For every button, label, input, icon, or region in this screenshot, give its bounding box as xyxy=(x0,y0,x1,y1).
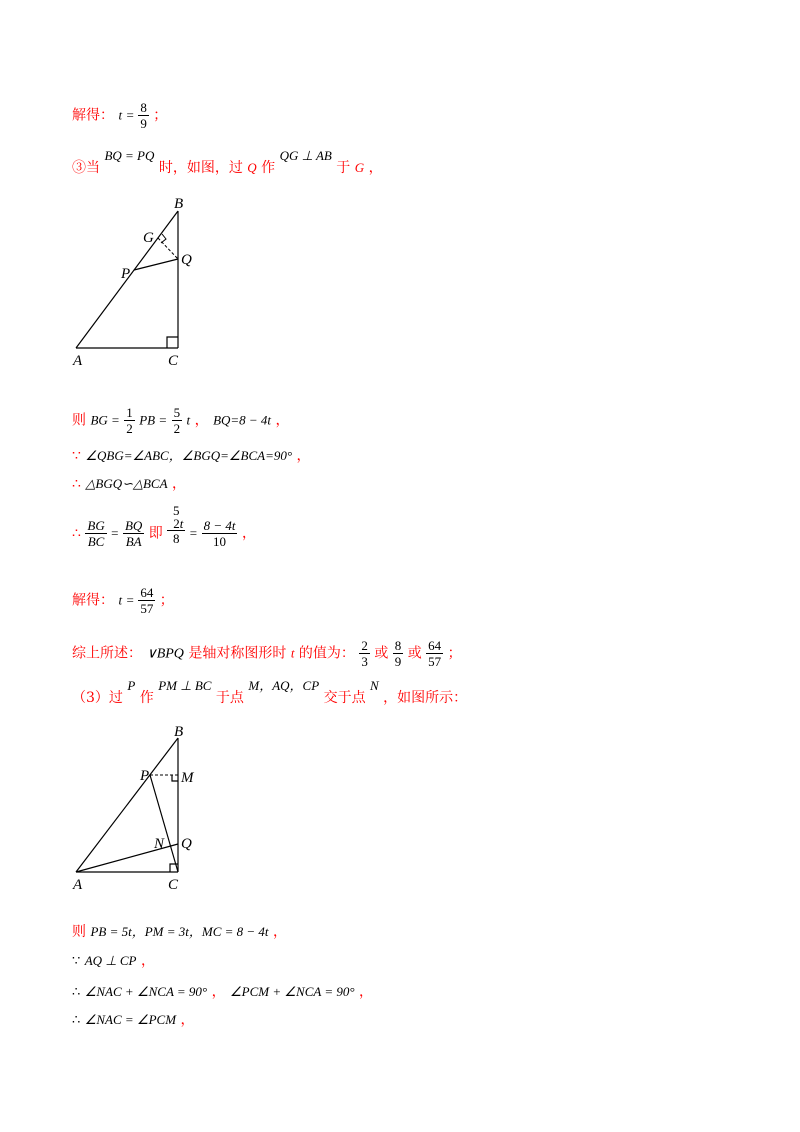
yu-dian: 于点 xyxy=(215,690,244,706)
summary-text-2: 的值为： xyxy=(298,645,355,662)
label-p: P xyxy=(121,266,131,282)
segment-gq xyxy=(158,238,178,259)
segment-pc xyxy=(150,775,178,872)
label-c: C xyxy=(168,877,179,893)
comma: ， xyxy=(275,412,290,429)
angle-equalities: ∠QBG=∠ABC，∠BGQ=∠BCA=90° xyxy=(85,448,293,463)
fraction-2-3: $\frac{2}{3}$ xyxy=(361,638,368,669)
angle-equal-line xyxy=(72,1010,195,1030)
then-lengths-line xyxy=(72,922,287,942)
part3-line xyxy=(72,678,468,708)
sep: ， xyxy=(194,412,209,429)
equals: = xyxy=(189,525,198,541)
angle-nac-pcm: ∠NAC = ∠PCM xyxy=(84,1012,177,1027)
similar-triangles: △BGQ∽△BCA xyxy=(85,476,168,491)
label-a: A xyxy=(73,877,83,893)
because-angles-line xyxy=(72,446,311,466)
therefore-symbol: ∴ xyxy=(72,1012,81,1027)
angle-sum-2: ∠PCM + ∠NCA = 90° xyxy=(230,984,355,999)
triangle-bpq: ∨BPQ xyxy=(146,646,184,662)
label-a: A xyxy=(73,353,83,369)
var-t: t xyxy=(290,645,295,661)
jiao-yu-dian: 交于点 xyxy=(323,690,366,706)
label-b: B xyxy=(174,196,184,212)
zuo: 作 xyxy=(139,690,154,706)
fraction-compound: 5 2t 8 xyxy=(167,504,185,546)
comma: ， xyxy=(241,525,256,542)
length-expressions: PB = 5t，PM = 3t，MC = 8 − 4t xyxy=(90,924,269,939)
pb-eq: PB = xyxy=(139,412,168,428)
fraction-five-half: $\frac{5}{2}$ xyxy=(173,405,181,436)
angle-sum-line xyxy=(72,982,373,1002)
comma: ， xyxy=(296,448,311,464)
fraction-8-4t-10: $\frac{8 - 4t}{10}$ xyxy=(203,518,236,549)
point-q: Q xyxy=(247,160,257,175)
label-p: P xyxy=(140,768,150,784)
then-bg-line xyxy=(72,405,290,436)
var-t: t xyxy=(118,107,123,123)
label-n: N xyxy=(154,836,165,852)
solve-line-2 xyxy=(72,585,174,616)
semicolon: ； xyxy=(159,592,174,609)
solve-label: 解得： xyxy=(72,107,114,124)
semicolon: ； xyxy=(447,645,462,662)
zuo: 作 xyxy=(261,160,276,176)
comma: ， xyxy=(180,1012,195,1028)
label-g: G xyxy=(143,230,154,246)
or-2: 或 xyxy=(407,645,422,662)
triangle-figure-1 xyxy=(60,190,220,370)
cond-bq-pq: BQ = PQ xyxy=(104,148,155,163)
yu: 于 xyxy=(336,160,351,176)
fraction-half: $\frac{1}{2}$ xyxy=(126,405,133,436)
var-t: t xyxy=(118,592,123,608)
summary-label: 综上所述： xyxy=(72,645,142,662)
summary-line xyxy=(72,638,462,669)
point-p: P xyxy=(127,678,136,693)
therefore-symbol: ∴ xyxy=(72,476,81,492)
label-c: C xyxy=(168,353,179,369)
summary-text: 是轴对称图形时 xyxy=(188,645,287,662)
var-t: t xyxy=(186,412,191,428)
right-angle-c xyxy=(167,337,178,348)
because-perp-line xyxy=(72,951,155,971)
perp-pm-bc: PM ⊥ BC xyxy=(158,678,212,693)
comma: ， xyxy=(140,953,155,969)
solve-label: 解得： xyxy=(72,592,114,609)
fraction-8-9: $\frac{8}{9}$ xyxy=(140,100,147,131)
label-q: Q xyxy=(181,836,192,852)
therefore-symbol: ∴ xyxy=(72,525,81,542)
solve-line-1 xyxy=(72,100,167,131)
ratio-line xyxy=(72,502,256,549)
case3-label: ③当 xyxy=(72,160,100,176)
comma: ， xyxy=(272,924,287,940)
m-aq-cp: M，AQ，CP xyxy=(248,678,320,693)
similar-line xyxy=(72,474,186,494)
perp-qg-ab: QG ⊥ AB xyxy=(279,148,332,163)
because-symbol: ∵ xyxy=(72,448,81,464)
therefore-symbol: ∴ xyxy=(72,984,81,999)
fraction-bq-ba: $\frac{BQ}{BA}$ xyxy=(124,518,143,549)
semicolon: ； xyxy=(153,107,168,124)
part3-label: （3）过 xyxy=(72,690,123,706)
sep: ， xyxy=(211,984,226,1000)
perp-aq-cp: AQ ⊥ CP xyxy=(84,953,137,968)
comma: ， xyxy=(172,476,186,492)
case3-mid: 时，如图，过 xyxy=(158,160,243,176)
angle-sum-1: ∠NAC + ∠NCA = 90° xyxy=(84,984,208,999)
case3-line xyxy=(72,148,383,178)
ze: 则 xyxy=(72,412,86,429)
point-n: N xyxy=(370,678,379,693)
fraction-bg-bc: $\frac{BG}{BC}$ xyxy=(87,518,105,549)
comma: ， xyxy=(359,984,374,1000)
comma: ， xyxy=(368,160,383,176)
ze: 则 xyxy=(72,924,86,940)
triangle-figure-2 xyxy=(60,720,220,895)
as-shown: ，如图所示： xyxy=(383,690,468,706)
because-symbol: ∵ xyxy=(72,953,81,968)
point-g: G xyxy=(354,160,365,175)
equals: = xyxy=(126,107,134,123)
label-m: M xyxy=(181,770,194,786)
equals: = xyxy=(111,525,119,541)
fraction-64-57: $\frac{64}{57}$ xyxy=(428,638,442,669)
or-1: 或 xyxy=(374,645,389,662)
equals: = xyxy=(126,592,134,608)
ji: 即 xyxy=(148,525,163,542)
bq-expr: BQ=8 − 4t xyxy=(213,412,272,428)
right-angle-m xyxy=(172,775,178,781)
bg-eq: BG = xyxy=(90,412,120,428)
label-b: B xyxy=(174,724,184,740)
label-q: Q xyxy=(181,252,192,268)
fraction-8-9: $\frac{8}{9}$ xyxy=(394,638,402,669)
fraction-64-57: $\frac{64}{57}$ xyxy=(140,585,154,616)
